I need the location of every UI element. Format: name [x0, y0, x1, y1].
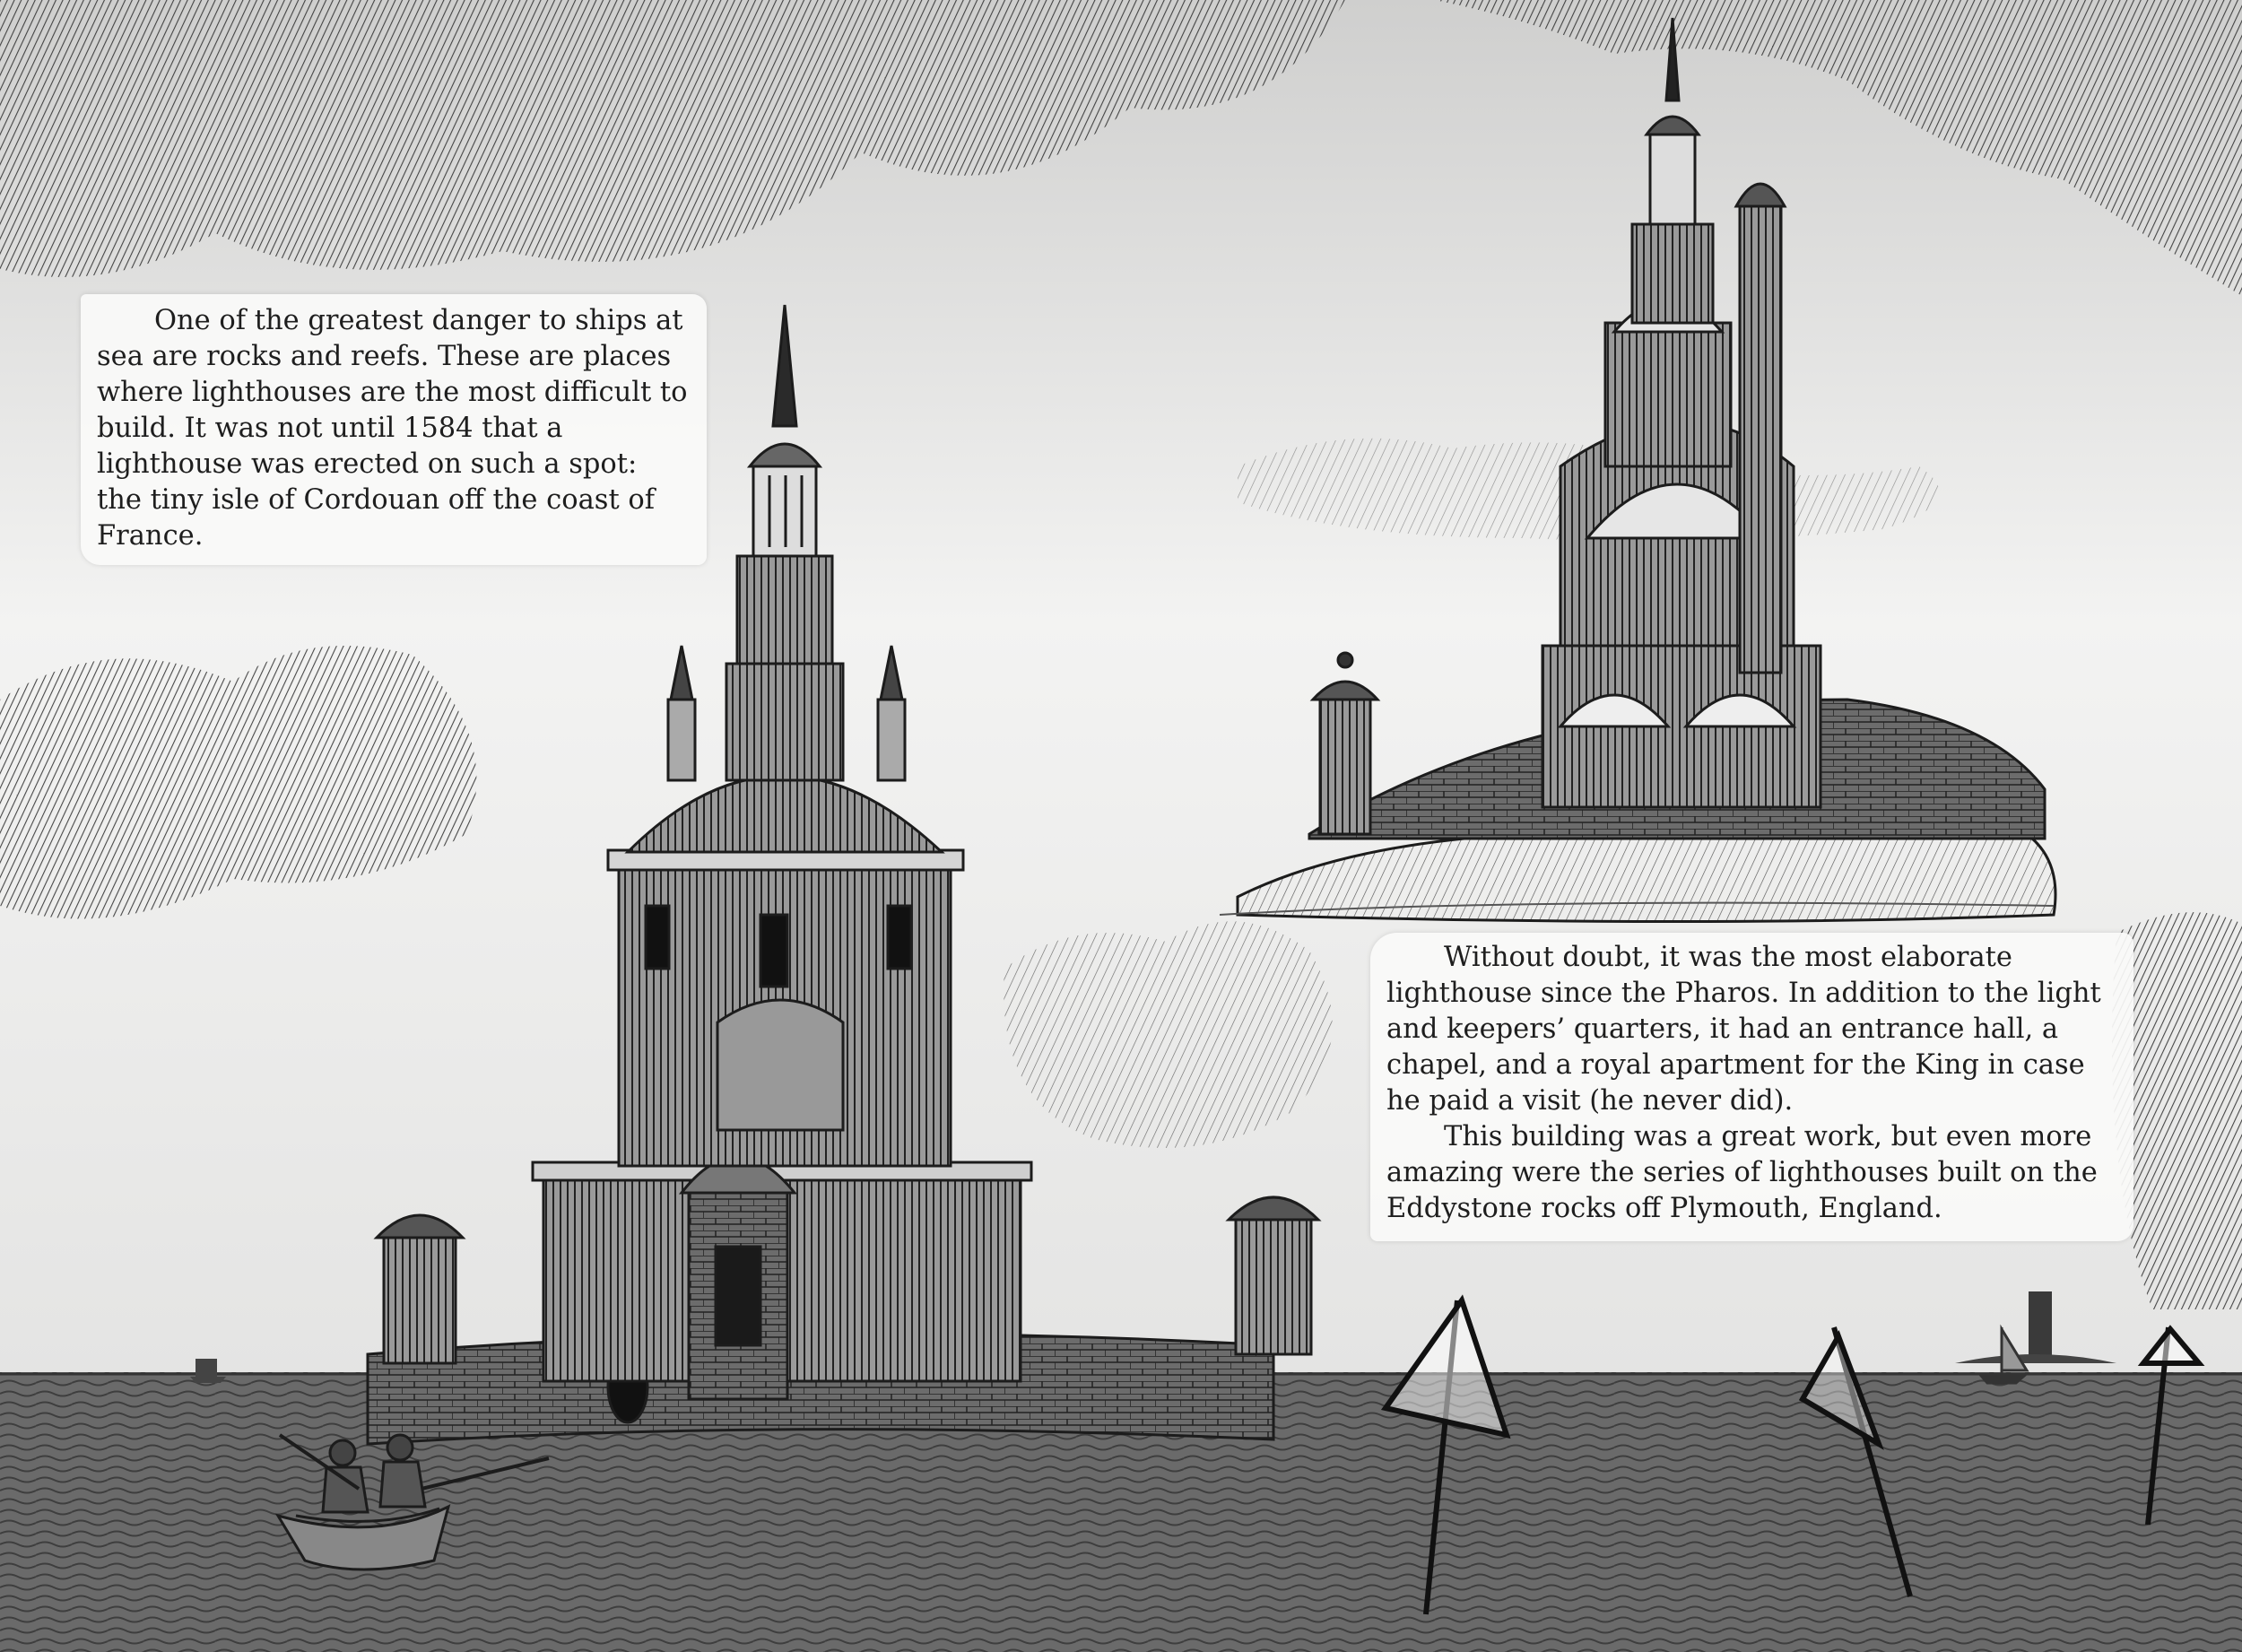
caption-right-paragraph-2: This building was a great work, but even more amazing were the series of lighthouses built on the Eddystone rocks off Plymouth, England. [1386, 1121, 2098, 1224]
caption-cordouan-details [1370, 933, 2133, 1241]
caption-cordouan-intro [81, 294, 707, 565]
caption-right-paragraph-1: Without doubt, it was the most elaborate lighthouse since the Pharos. In addition to the light and keepers’ quarters, it had an entrance hall, a chapel, and a royal apartment for the King in case he paid a visit (he never did). [1386, 942, 2101, 1117]
caption-left-text: One of the greatest danger to ships at sea are rocks and reefs. These are places where lighthouses are the most difficult to build. It was not until 1584 that a lighthouse was erected on such a spot: the tiny isle of Cordouan off the coast of France. [97, 305, 688, 552]
